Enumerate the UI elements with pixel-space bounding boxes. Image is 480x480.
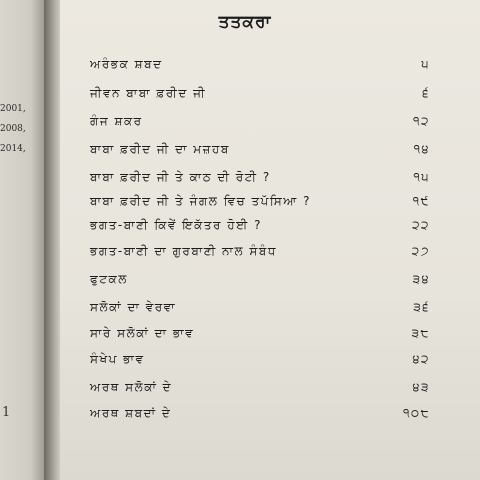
toc-entry	[90, 142, 430, 162]
toc-entry	[90, 406, 430, 426]
toc-entry-title: ਬਾਬਾ ਫ਼ਰੀਦ ਜੀ ਤੇ ਜੰਗਲ ਵਿਚ ਤਪੱਸਿਆ ?	[90, 194, 312, 208]
toc-entry	[90, 300, 430, 320]
toc-entry	[90, 86, 430, 106]
toc-entry-page: ੪੩	[412, 380, 430, 394]
toc-entry	[90, 114, 430, 134]
toc-entry-page: ੧੪	[413, 142, 430, 156]
left-page-text-line: 2001,	[0, 104, 26, 114]
toc-entry-title: ਅਰਥ ਸਲੋਕਾਂ ਦੇ	[90, 380, 173, 394]
toc-entry-page: ੨੭	[411, 244, 430, 258]
left-page-text-line: 2014,	[0, 144, 26, 154]
toc-entry-title: ਗੰਜ ਸ਼ਕਰ	[90, 114, 143, 128]
toc-entry-page: ੧੯	[412, 194, 430, 208]
toc-entry-page: ੧੫	[413, 170, 430, 184]
toc-entry-title: ਸਲੋਕਾਂ ਦਾ ਵੇਰਵਾ	[90, 300, 177, 314]
toc-entry-title: ਜੀਵਨ ਬਾਬਾ ਫ਼ਰੀਦ ਜੀ	[90, 86, 207, 100]
toc-entry	[90, 380, 430, 400]
left-page-number: 1	[2, 405, 11, 420]
toc-entry-page: ੩੪	[412, 272, 430, 286]
left-page-text-line: 2008,	[0, 124, 26, 134]
toc-entry-title: ਭਗਤ-ਬਾਣੀ ਕਿਵੇਂ ਇਕੱਤਰ ਹੋਈ ?	[90, 218, 262, 232]
toc-entry	[90, 194, 430, 214]
toc-entry	[90, 326, 430, 346]
toc-entry-title: ਸੰਖੇਪ ਭਾਵ	[90, 352, 145, 366]
toc-entry-title: ਅਰਥ ਸ਼ਬਦਾਂ ਦੇ	[90, 406, 172, 420]
book-gutter	[44, 0, 60, 480]
left-page	[0, 0, 44, 480]
toc-entry	[90, 170, 430, 190]
toc-entry-title: ਬਾਬਾ ਫ਼ਰੀਦ ਜੀ ਤੇ ਕਾਠ ਦੀ ਰੋਟੀ ?	[90, 170, 271, 184]
toc-entry-page: ੫	[421, 57, 430, 71]
toc-entry-page: ੬	[422, 86, 430, 100]
toc-entry	[90, 352, 430, 372]
toc-entry-title: ਅਰੰਭਕ ਸ਼ਬਦ	[90, 57, 163, 71]
toc-entry-title: ਸਾਰੇ ਸਲੋਕਾਂ ਦਾ ਭਾਵ	[90, 326, 195, 340]
toc-entry-page: ੩੬	[413, 300, 430, 314]
toc-entry-page: ੪੨	[412, 352, 430, 366]
page-title: ਤਤਕਰਾ	[218, 12, 272, 32]
toc-entry-title: ਭਗਤ-ਬਾਣੀ ਦਾ ਗੁਰਬਾਣੀ ਨਾਲ ਸੰਬੰਧ	[90, 244, 277, 258]
toc-entry-page: ੧੨	[413, 114, 430, 128]
toc-entry-title: ਫੁਟਕਲ	[90, 272, 128, 286]
right-page	[60, 0, 480, 480]
toc-entry	[90, 218, 430, 238]
toc-entry	[90, 272, 430, 292]
toc-entry-page: ੧੦੮	[402, 406, 430, 420]
toc-entry-page: ੨੨	[412, 218, 430, 232]
toc-entry-title: ਬਾਬਾ ਫ਼ਰੀਦ ਜੀ ਦਾ ਮਜ਼ਹਬ	[90, 142, 230, 156]
toc-entry-page: ੩੮	[411, 326, 430, 340]
toc-entry	[90, 57, 430, 77]
toc-entry	[90, 244, 430, 264]
